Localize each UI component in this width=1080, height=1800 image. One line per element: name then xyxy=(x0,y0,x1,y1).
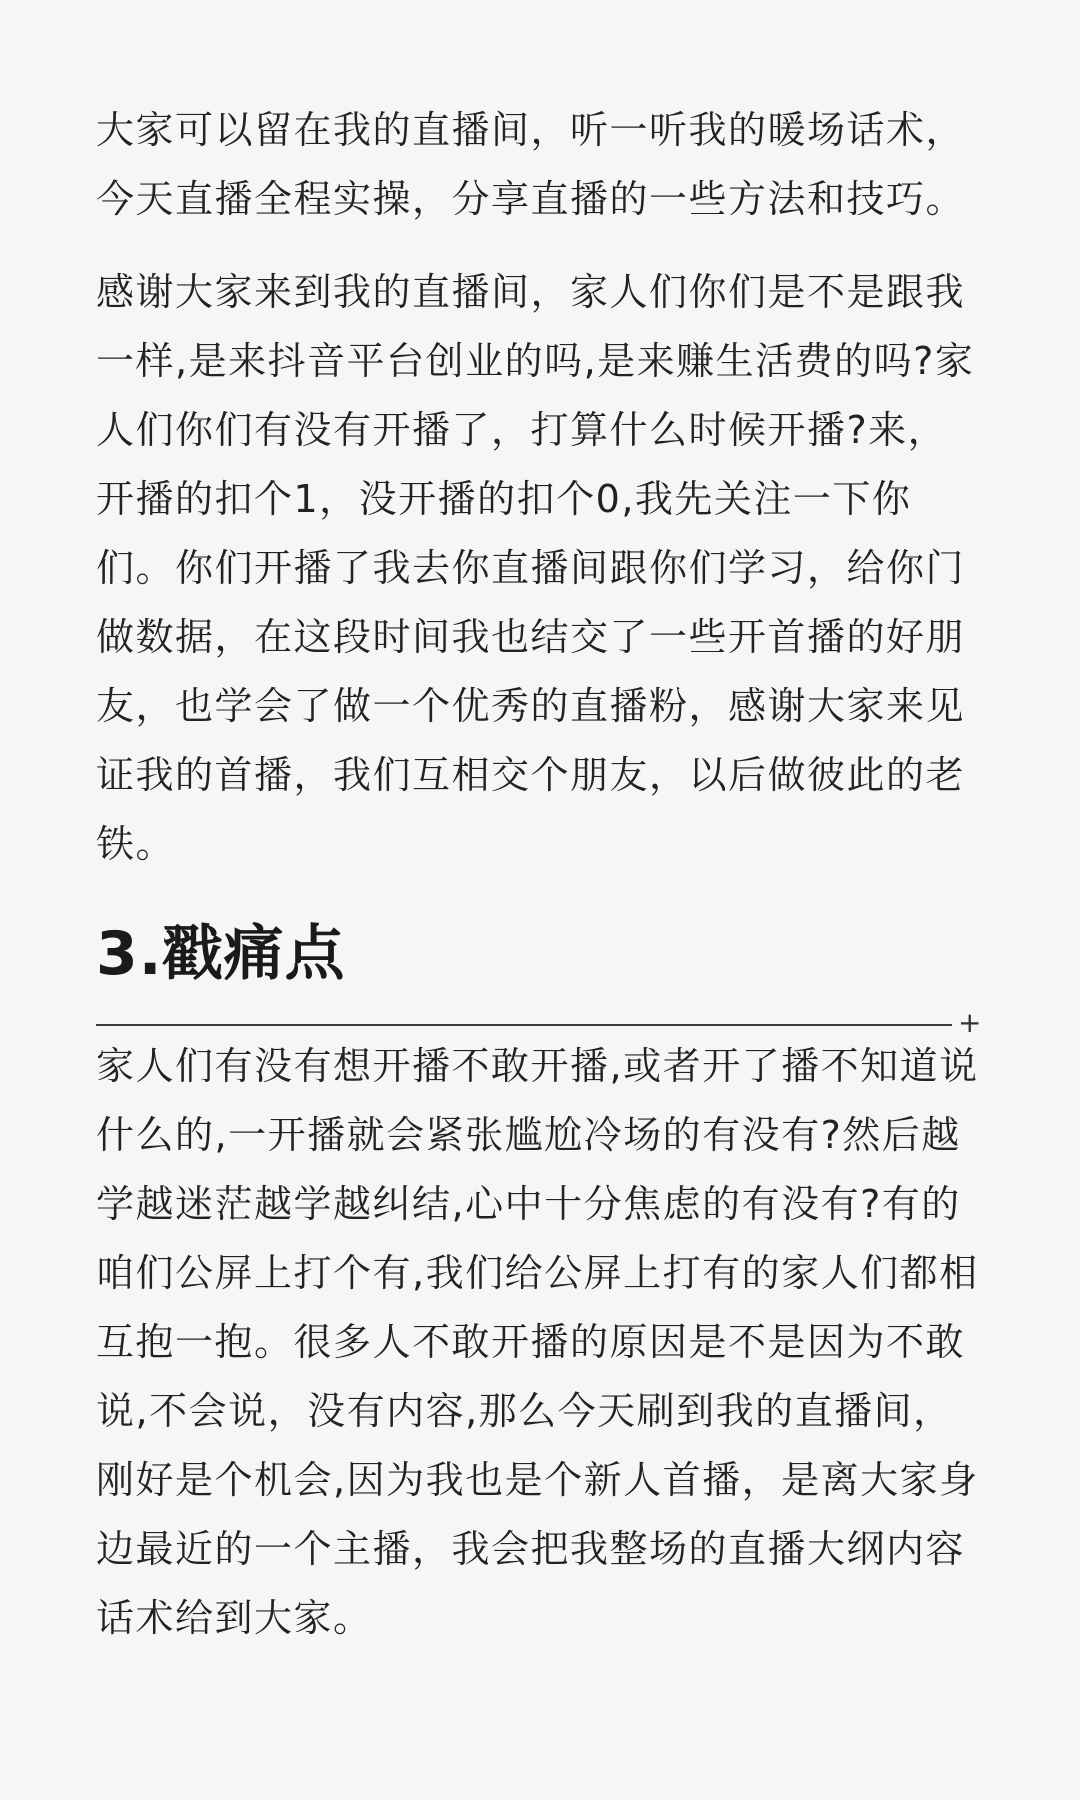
pain-point-paragraph: 家人们有没有想开播不敢开播,或者开了播不知道说什么的,一开播就会紧张尴尬冷场的有没有?然后越学越迷茫越学越纠结,心中十分焦虑的有没有?有的咱们公屏上打个有,我们给公屏上打有的家人们都相互抱一抱。很多人不敢开播的原因是不是因为不敢说,不会说，没有内容,那么今天刷到我的直播间，刚好是个机会,因为我也是个新人首播，是离大家身边最近的一个主播，我会把我整场的直播大纲内容话术给到大家。 xyxy=(96,1044,979,1640)
divider-plus-icon: + xyxy=(958,1006,982,1039)
section-heading: 3.戳痛点 xyxy=(96,919,346,989)
section-divider xyxy=(96,1024,952,1026)
intro-paragraph: 大家可以留在我的直播间，听一听我的暖场话术，今天直播全程实操，分享直播的一些方法和技巧。 xyxy=(96,108,966,221)
thanks-paragraph: 感谢大家来到我的直播间，家人们你们是不是跟我一样,是来抖音平台创业的吗,是来赚生活费的吗?家人们你们有没有开播了，打算什么时候开播?来，开播的扣个1，没开播的扣个0,我先关注一下你们。你们开播了我去你直播间跟你们学习，给你门做数据，在这段时间我也结交了一些开首播的好朋友，也学会了做一个优秀的直播粉，感谢大家来见证我的首播，我们互相交个朋友，以后做彼此的老铁。 xyxy=(96,270,975,866)
